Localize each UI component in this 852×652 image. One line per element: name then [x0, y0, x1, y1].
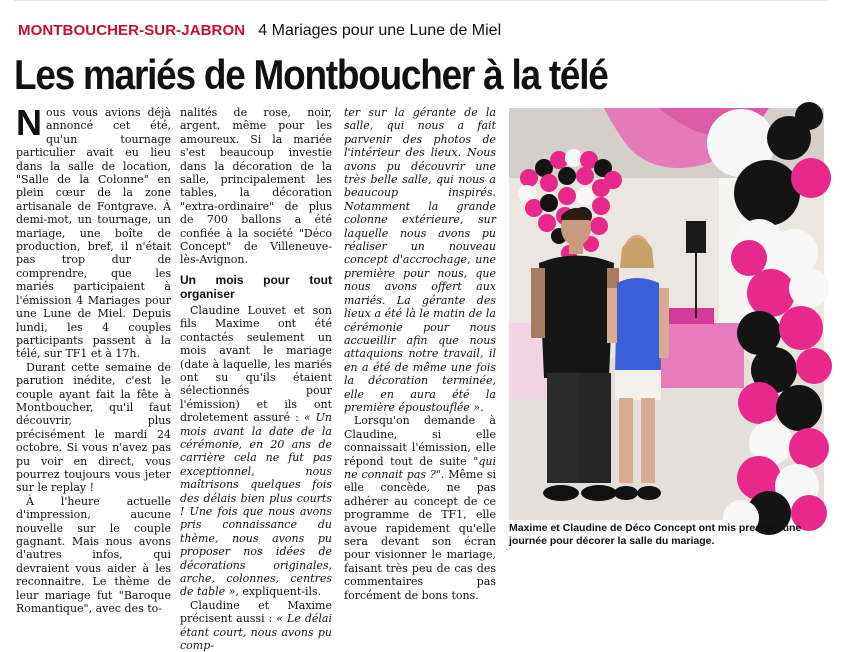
- quote: "qui ne connait pas ?": [344, 454, 496, 481]
- article-photo: [509, 108, 824, 520]
- paragraph-text: .: [480, 400, 484, 414]
- paragraph: nalités de rose, noir, argent, même pour les amoureux. Si la mariée s'est beaucoup investie dans la décoration de la salle, principalement les tables, la décoration "extra-ordinaire" de plus de 700 ballons a été confiée à la société "Déco Concept" de Villeneuve-lès-Avignon.: [180, 106, 332, 267]
- photo-illustration: [509, 108, 824, 520]
- paragraph: Durant cette semaine de parution inédite, c'est le couple ayant fait la fête à Montboucher, qu'il faut découvrir, plus précisément le mardi 24 octobre. Si vous n'avez pas pu voir en direct, vous pourrez toujours vous jeter sur le replay !: [16, 360, 171, 495]
- quote: ter sur la gérante de la salle, qui nous a fait parvenir des photos de l'intérieur des lieux. Nous avons pu découvrir une très belle salle, qui nous a beaucoup inspirés. Notamment la grande colonne extérieure, sur laquelle nous avons pu réaliser un nouveau concept d'accrochage, une première pour nous, que nous avons offert aux mariés. La gérante des lieux a été là le matin de la cérémonie pour nous accueillir afin que nous attaquions notre travail, il en a été de même une fois la décoration terminée, elle en aura été la première époustouflée »: [344, 106, 496, 414]
- headline: Les mariés de Montboucher à la télé: [14, 51, 608, 98]
- paragraph: À l'heure actuelle d'impression, aucune nouvelle sur le couple gagnant. Mais nous avons d'autres infos, qui devraient vous aider à les reconnaitre. Le thème de leur mariage fut "Baroque Romantique", avec des to-: [16, 494, 171, 616]
- paragraph: [344, 414, 496, 602]
- article-column-1: [16, 102, 171, 616]
- paragraph-text: Claudine et Maxime précisent aussi :: [180, 598, 332, 626]
- paragraph: ous vous avions déjà annoncé cet été, qu'un tournage particulier avait eu lieu dans la salle de location, "Salle de la Colonne" en plein cœur de la zone artisanale de Fontgrave. À demi-mot, un tournage, un mariage, une boîte de production, bref, il n'était pas trop dur de comprendre, que les mariés participaient à l'émission 4 Mariages pour une Lune de Miel. Depuis lundi, les 4 couples participants passent à la télé, sur TF1 et à 17h.: [16, 106, 171, 361]
- kicker-series: 4 Mariages pour une Lune de Miel: [258, 22, 502, 39]
- kicker-place: MONTBOUCHER-SUR-JABRON: [18, 22, 246, 39]
- quote: « Un mois avant la date de la cérémonie, en 20 ans de carrière cela ne fut pas exceptionnel, nous maîtrisons quelques fois des délais bien plus courts ! Une fois que nous avons pris connaissance du thème, nous avons pu proposer nos idées de décorations originales, arche, colonnes, centres de table »,: [180, 411, 332, 599]
- paragraph-text: Lorsqu'on demande à Claudine, si elle connaissait l'émission, elle répond tout de suite: [344, 414, 496, 468]
- photo-caption: Maxime et Claudine de Déco Concept ont mis presque une journée pour décorer la salle du mariage.: [509, 522, 802, 547]
- paragraph: [180, 304, 332, 599]
- paragraph-text: Claudine Louvet et son fils Maxime ont été contactés seulement un mois avant le mariage (date à laquelle, les mariés ont su qu'ils étaient sélectionnés pour l'émission) et ils ont droletement assuré :: [180, 303, 332, 425]
- kicker: [18, 20, 501, 40]
- paragraph-text: . Même si elle concède, ne pas adhérer au concept de ce programme de TF1, elle avoue rapidement qu'elle sera devant son écran pour visionner le mariage, faisant très peu de cas des commentaires pas forcément de bons tons.: [344, 467, 496, 602]
- paragraph-text: expliquent-ils.: [238, 585, 322, 599]
- drop-cap: N: [16, 102, 42, 143]
- top-rule: [14, 0, 828, 1]
- article-column-3: [344, 106, 496, 602]
- article-column-2: [180, 106, 332, 652]
- quote: « Le délai étant court, nous avons pu comp-: [180, 612, 332, 652]
- paragraph: [180, 599, 332, 652]
- subheading: Un mois pour tout organiser: [180, 272, 332, 301]
- paragraph: [344, 106, 496, 414]
